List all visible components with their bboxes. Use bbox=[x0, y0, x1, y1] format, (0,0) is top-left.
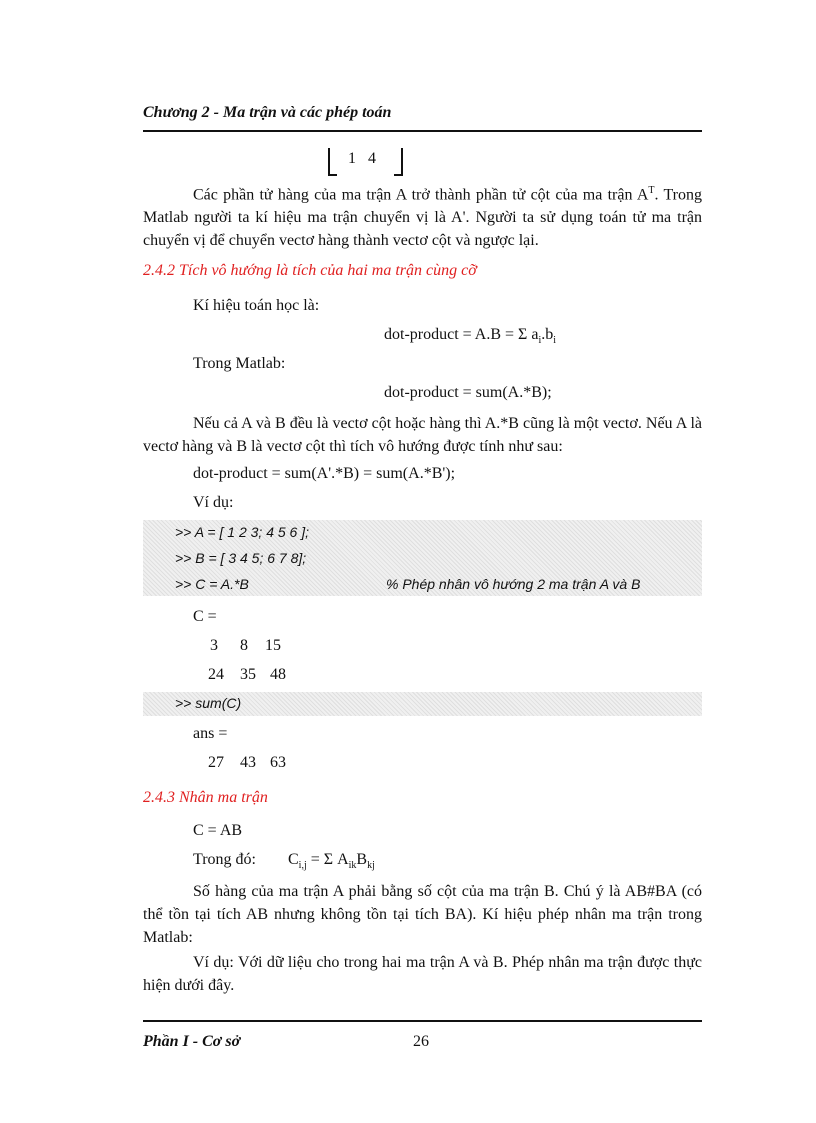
c-row1-v1: 3 bbox=[210, 637, 218, 654]
footer-part-label: Phần I - Cơ sở bbox=[143, 1033, 241, 1050]
c-row2-v1: 24 bbox=[208, 666, 224, 683]
intro-sup: T bbox=[648, 185, 655, 196]
formula-mid: .b bbox=[541, 326, 554, 343]
cij-mid: = Σ A bbox=[306, 851, 349, 868]
code-line-c: >> C = A.*B bbox=[175, 576, 249, 592]
cij-c: C bbox=[288, 851, 299, 868]
bkj-sub: kj bbox=[367, 860, 375, 872]
c-output-label: C = bbox=[193, 608, 217, 625]
page-number: 26 bbox=[413, 1033, 429, 1050]
matrix-left-bracket bbox=[328, 148, 337, 176]
ans-label: ans = bbox=[193, 725, 228, 742]
matrix-bottom-row bbox=[328, 148, 403, 176]
c-row2-v3: 48 bbox=[270, 666, 286, 683]
code-line-sum: >> sum(C) bbox=[175, 695, 242, 711]
ans-v2: 43 bbox=[240, 754, 256, 771]
formula-prefix: dot-product = A.B = Σ a bbox=[384, 326, 539, 343]
chapter-title: Chương 2 - Ma trận và các phép toán bbox=[143, 104, 392, 121]
matlab-dot-formula: dot-product = sum(A.*B); bbox=[384, 384, 552, 401]
matlab-code-block-2 bbox=[143, 692, 702, 716]
code-comment: % Phép nhân vô hướng 2 ma trận A và B bbox=[386, 576, 641, 592]
vector-note-paragraph: Nếu cả A và B đều là vectơ cột hoặc hàng thì A.*B cũng là một vectơ. Nếu A là vectơ hàng và B là vectơ cột thì tích vô hướng được tính như sau: bbox=[143, 415, 702, 455]
example-paragraph: Ví dụ: Với dữ liệu cho trong hai ma trận A và B. Phép nhân ma trận được thực hiện dưới đây. bbox=[143, 954, 702, 994]
ans-v3: 63 bbox=[270, 754, 286, 771]
formula-sub-i: i bbox=[538, 335, 542, 347]
header-rule bbox=[143, 130, 702, 132]
matrix-product-paragraph: Số hàng của ma trận A phải bằng số cột của ma trận B. Chú ý là AB#BA (có thể tồn tại tích AB nhưng không tồn tại tích BA). Kí hiệu phép nhân ma trận trong Matlab: bbox=[143, 883, 702, 946]
dot-product-transpose-formula: dot-product = sum(A'.*B) = sum(A.*B'); bbox=[193, 465, 456, 482]
matrix-product-formula: C = AB bbox=[193, 822, 243, 839]
matlab-label: Trong Matlab: bbox=[193, 355, 286, 372]
c-row1-v2: 8 bbox=[240, 637, 248, 654]
where-label: Trong đó: bbox=[193, 851, 256, 868]
c-row1-v3: 15 bbox=[265, 637, 281, 654]
aik-sub: ik bbox=[348, 860, 357, 872]
matrix-right-bracket bbox=[394, 148, 403, 176]
cij-sub: i,j bbox=[298, 860, 307, 872]
section-heading-242: 2.4.2 Tích vô hướng là tích của hai ma trận cùng cỡ bbox=[143, 262, 477, 279]
math-notation-label: Kí hiệu toán học là: bbox=[193, 297, 320, 314]
section-heading-243: 2.4.3 Nhân ma trận bbox=[143, 789, 268, 806]
code-line-b: >> B = [ 3 4 5; 6 7 8]; bbox=[175, 550, 307, 566]
cij-formula bbox=[288, 851, 375, 871]
ans-v1: 27 bbox=[208, 754, 224, 771]
footer-rule bbox=[143, 1020, 702, 1022]
intro-text-1: Các phần tử hàng của ma trận A trở thành phần tử cột của ma trận A bbox=[193, 186, 649, 204]
cij-b: B bbox=[356, 851, 368, 868]
dot-product-formula bbox=[384, 326, 556, 346]
matrix-row-values: 1 4 bbox=[348, 150, 376, 167]
intro-text-2: . Trong Matlab người ta kí hiệu ma trận chuyển vị là A'. Người ta sử dụng toán tử ma trận chuyển vị để chuyển vectơ hàng thành vectơ cột và ngược lại. bbox=[143, 186, 703, 250]
example-label: Ví dụ: bbox=[193, 494, 234, 511]
matlab-code-block-1 bbox=[143, 520, 702, 596]
c-row2-v2: 35 bbox=[240, 666, 256, 683]
code-line-a: >> A = [ 1 2 3; 4 5 6 ]; bbox=[175, 524, 309, 540]
formula-sub-i-2: i bbox=[553, 335, 557, 347]
transpose-paragraph bbox=[143, 179, 702, 252]
